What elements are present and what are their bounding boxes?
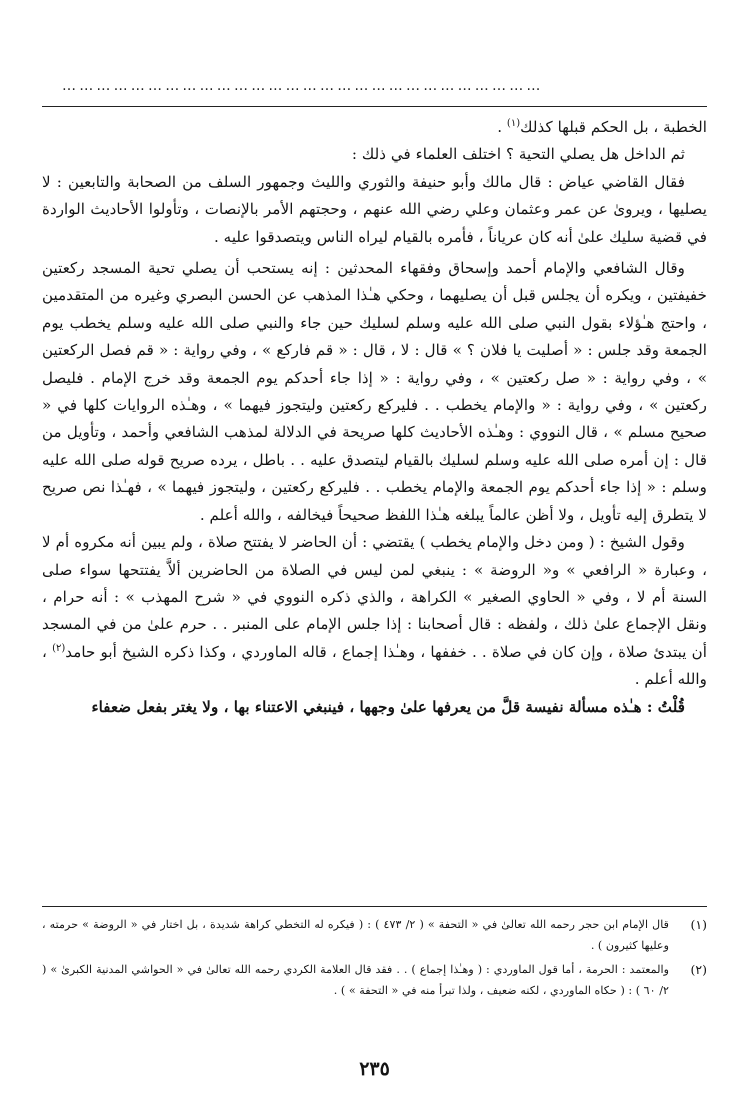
qultu-heading: قُلْتُ xyxy=(657,697,685,716)
header-rule xyxy=(42,106,707,107)
footnote-1-text: قال الإمام ابن حجر رحمه الله تعالىٰ في « التحفة » ( ٢/ ٤٧٣ ) : ( فيكره له التخطي كراهة شديدة ، بل اختار في « الروضة » حرمته ، وعليها كثيرون ) . xyxy=(42,918,670,952)
paragraph-1-end: . xyxy=(497,118,507,136)
page-number: ٢٣٥ xyxy=(359,1058,390,1080)
paragraph-2: ثم الداخل هل يصلي التحية ؟ اختلف العلماء في ذلك : xyxy=(351,145,685,164)
paragraph-5 xyxy=(42,529,707,693)
paragraph-6 xyxy=(42,694,707,721)
footnote-1-number: (١) xyxy=(690,917,707,932)
footnote-ref-2: (٢) xyxy=(52,642,66,654)
footnote-ref-1: (١) xyxy=(506,117,521,129)
paragraph-1-text: الخطبة ، بل الحكم قبلها كذلك xyxy=(520,118,707,136)
footnote-2 xyxy=(42,959,707,1001)
paragraph-6-text: : هـٰذه مسألة نفيسة قلَّ من يعرفها علىٰ وجهها ، فينبغي الاعتناء بها ، ولا يغتر بفعل ضعفاء xyxy=(91,697,658,716)
footnote-1 xyxy=(42,914,707,956)
main-text xyxy=(42,114,707,721)
footnotes xyxy=(42,914,707,1004)
paragraph-3: فقال القاضي عياض : قال مالك وأبو حنيفة والثوري والليث وجمهور السلف من الصحابة والتابعين : لا يصليها ، ويروىٰ عن عمر وعثمان وعلي رضي الله عنهم ، وحجتهم الأمر بالإنصات ، وتأولوا الأحاديث الواردة في قضية سليك علىٰ أنه كان عرياناً ، فأمره بالقيام ليراه الناس ويتصدقوا عليه . xyxy=(42,172,707,246)
footnote-2-number: (٢) xyxy=(690,962,707,977)
paragraph-5-text: وقول الشيخ : ( ومن دخل والإمام يخطب ) يقتضي : أن الحاضر لا يفتتح صلاة ، ولم يبين أنه مكروه أم لا ، وعبارة « الرافعي » و« الروضة » : ينبغي لمن ليس في الصلاة من الحاضرين ألاَّ يفتتحها سواء صلى السنة أم لا ، وفي « الحاوي الصغير » الكراهة ، والذي ذكره النووي في « شرح المهذب » : أنه حرام ، ونقل الإجماع علىٰ ذلك ، ولفظه : قال أصحابنا : إذا جلس الإمام على المنبر . . حرم علىٰ من في المسجد أن يبتدئ صلاة ، وإن كان في صلاة . . خففها ، وهـٰذا إجماع ، قاله الماوردي ، وكذا ذكره الشيخ أبو حامد xyxy=(42,533,707,661)
footnote-rule xyxy=(42,906,707,907)
paragraph-4: وقال الشافعي والإمام أحمد وإسحاق وفقهاء المحدثين : إنه يستحب أن يصلي تحية المسجد ركعتين خفيفتين ، ويكره أن يجلس قبل أن يصليهما ، وحكي هـٰذا المذهب عن الحسن البصري وغيره من المتقدمين ، واحتج هـٰؤلاء بقول النبي صلى الله عليه وسلم لسليك حين جاء والنبي صلى الله عليه وسلم يخطب يوم الجمعة وقد جلس : « أصليت يا فلان ؟ » قال : لا ، قال : « قم فاركع » ، وفي رواية : « قم فصل الركعتين » ، وفي رواية : « صل ركعتين » ، وفي رواية : « إذا جاء أحدكم يوم الجمعة وقد خرج الإمام . فليصل ركعتين » ، وفي رواية : « والإمام يخطب . . فليركع ركعتين وليتجوز فيهما » ، وهـٰذه الروايات كلها في « صحيح مسلم » ، قال النووي : وهـٰذه الأحاديث كلها صريحة في الدلالة لمذهب الشافعي وأحمد ، وتأويل من قال : إن أمره صلى الله عليه وسلم لسليك بالقيام ليتصدق عليه . . باطل ، يرده صريح قوله صلى الله عليه وسلم : « إذا جاء أحدكم يوم الجمعة والإمام يخطب . . فليركع ركعتين ، وليتجوز فيهما » ، فهـٰذا نص صريح لا يتطرق إليه تأويل ، ولا أظن عالماً يبلغه هـٰذا اللفظ صحيحاً فيخالفه ، والله أعلم . xyxy=(42,259,707,524)
paragraph-5-end: ، والله أعلم . xyxy=(42,642,707,689)
footnote-2-text: والمعتمد : الحرمة ، أما قول الماوردي : ( وهـٰذا إجماع ) . . فقد قال العلامة الكردي رحمه الله تعالىٰ في « الحواشي المدنية الكبرىٰ » ( ٢/ ٦٠ ) : ( حكاه الماوردي ، لكنه ضعيف ، ولذا تبرأ منه في « التحفة » ) . xyxy=(42,963,669,997)
header-dotted-line: ………………………………………………………………………… xyxy=(62,78,544,94)
paragraph-1 xyxy=(42,114,707,141)
